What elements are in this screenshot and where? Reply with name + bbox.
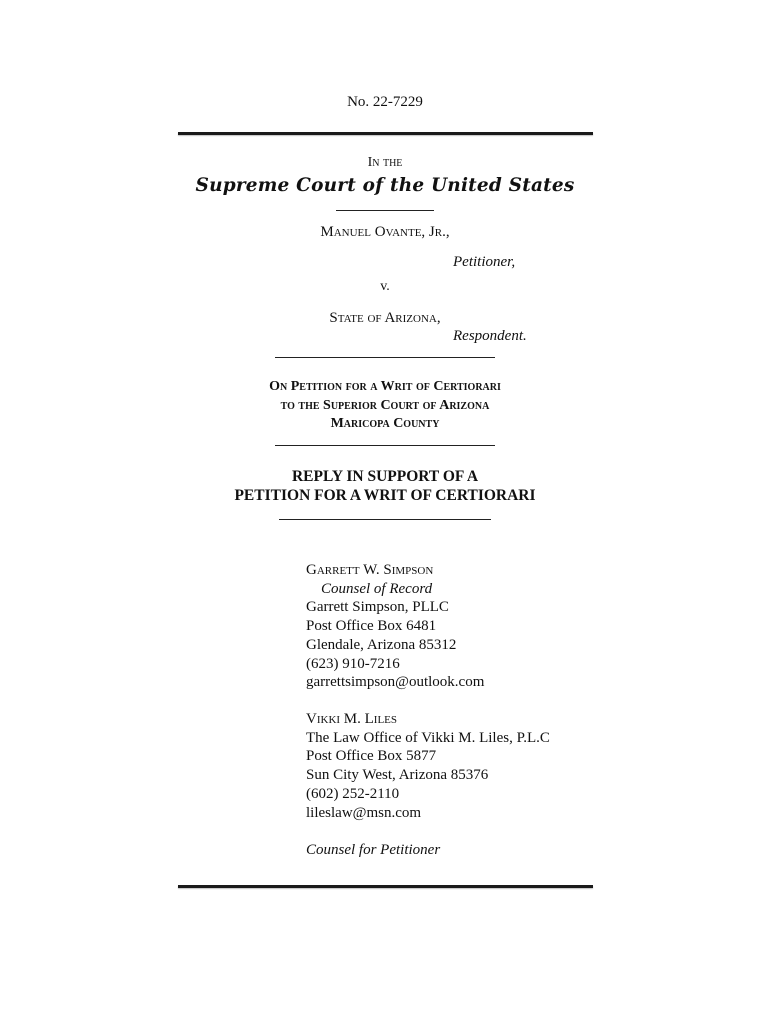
petition-rule: [275, 445, 495, 446]
counsel-primary-email: garrettsimpson@outlook.com: [306, 674, 485, 691]
document-title-line-2: PETITION FOR A WRIT OF CERTIORARI: [234, 487, 536, 504]
court-name: Supreme Court of the United States: [195, 175, 575, 196]
bottom-rule: [178, 885, 593, 888]
counsel-primary-address-2: Glendale, Arizona 85312: [306, 636, 457, 653]
in-the-label: In the: [367, 155, 403, 170]
respondent-role: Respondent.: [453, 328, 527, 344]
counsel-secondary-name: Vikki M. Liles: [306, 711, 398, 727]
top-rule: [178, 132, 593, 135]
counsel-secondary-address-2: Sun City West, Arizona 85376: [306, 767, 489, 784]
parties-rule: [275, 357, 495, 358]
petition-line-3: Maricopa County: [330, 416, 440, 431]
counsel-of-record-block: [306, 561, 484, 692]
title-rule: [279, 519, 491, 520]
counsel-secondary-address-1: Post Office Box 5877: [306, 748, 437, 765]
court-rule: [336, 210, 434, 211]
counsel-primary-role: Counsel of Record: [321, 580, 433, 597]
petition-line-1: On Petition for a Writ of Certiorari: [269, 379, 501, 394]
versus-label: v.: [380, 279, 390, 294]
petitioner-role: Petitioner,: [453, 254, 516, 270]
counsel-primary-name: Garrett W. Simpson: [306, 562, 434, 578]
co-counsel-block: [306, 710, 550, 822]
counsel-for-petitioner: Counsel for Petitioner: [306, 842, 441, 858]
counsel-secondary-firm: The Law Office of Vikki M. Liles, P.L.C: [306, 729, 550, 746]
counsel-secondary-email: lileslaw@msn.com: [306, 804, 422, 821]
counsel-primary-phone: (623) 910-7216: [306, 655, 400, 672]
counsel-secondary-phone: (602) 252-2110: [306, 785, 400, 802]
document-title-line-1: REPLY IN SUPPORT OF A: [291, 468, 479, 485]
counsel-primary-address-1: Post Office Box 6481: [306, 618, 437, 635]
case-number: No. 22-7229: [347, 94, 423, 110]
petition-line-2: to the Superior Court of Arizona: [280, 398, 490, 413]
counsel-primary-firm: Garrett Simpson, PLLC: [306, 599, 449, 616]
respondent-name: State of Arizona,: [329, 310, 441, 326]
petitioner-name: Manuel Ovante, Jr.,: [320, 224, 450, 240]
